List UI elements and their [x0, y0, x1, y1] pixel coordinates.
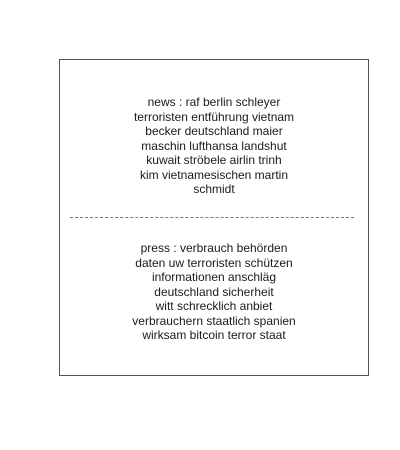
press-line: daten uw terroristen schützen	[135, 255, 293, 270]
news-line: kim vietnamesischen martin	[139, 167, 289, 182]
dashed-divider	[70, 217, 354, 218]
press-line: wirksam bitcoin terror staat	[142, 328, 286, 342]
news-line: terroristen entführung vietnam	[133, 109, 295, 124]
news-topic-text	[60, 95, 368, 197]
news-line: maschin lufthansa landshut	[141, 138, 287, 153]
news-line: kuwait ströbele airlin trinh	[146, 153, 282, 167]
news-line: news : raf berlin schleyer	[147, 95, 281, 109]
press-line: deutschland sicherheit	[154, 284, 274, 299]
press-line: informationen anschläg	[151, 270, 277, 284]
press-line: verbrauchern staatlich spanien	[132, 313, 296, 328]
news-line: schmidt	[193, 182, 235, 196]
topic-card	[59, 59, 369, 376]
news-line: becker deutschland maier	[145, 124, 283, 138]
press-line: press : verbrauch behörden	[140, 241, 288, 255]
press-topic-text	[60, 241, 368, 343]
press-line: witt schrecklich anbiet	[155, 299, 273, 313]
